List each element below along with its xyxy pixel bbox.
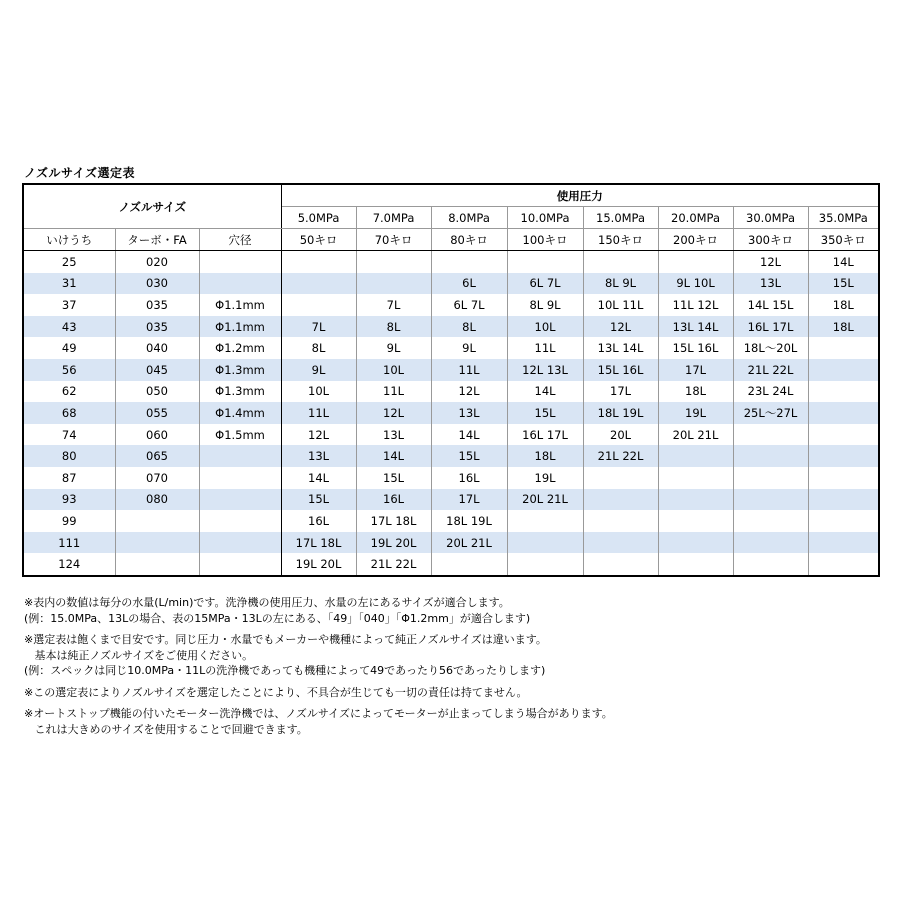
flow-cell: 14L (281, 467, 356, 489)
flow-cell: 9L (281, 359, 356, 381)
kilo-header: 200キロ (658, 229, 733, 251)
ikeuchi-cell: 99 (23, 510, 115, 532)
flow-cell (808, 553, 879, 576)
header-row-kilos (23, 229, 879, 251)
flow-cell: 12L (583, 316, 658, 338)
flow-cell (507, 510, 583, 532)
flow-cell: 13L (431, 402, 507, 424)
turbo-cell: 060 (115, 424, 199, 446)
flow-cell: 20L (583, 424, 658, 446)
hole-cell: Φ1.3mm (199, 381, 281, 403)
flow-cell (658, 553, 733, 576)
flow-cell (431, 251, 507, 273)
flow-cell (583, 489, 658, 511)
flow-cell: 6L (431, 273, 507, 295)
turbo-cell: 045 (115, 359, 199, 381)
flow-cell: 12L (733, 251, 808, 273)
table-row (23, 489, 879, 511)
flow-cell: 13L (281, 445, 356, 467)
flow-cell (658, 467, 733, 489)
flow-cell: 16L 17L (507, 424, 583, 446)
flow-cell: 14L (356, 445, 431, 467)
flow-cell: 6L 7L (507, 273, 583, 295)
ikeuchi-cell: 74 (23, 424, 115, 446)
flow-cell: 14L (507, 381, 583, 403)
turbo-cell (115, 510, 199, 532)
flow-cell (808, 402, 879, 424)
flow-cell (583, 510, 658, 532)
kilo-header: 100キロ (507, 229, 583, 251)
flow-cell (431, 553, 507, 576)
turbo-cell: 040 (115, 337, 199, 359)
flow-cell: 8L (356, 316, 431, 338)
flow-cell: 13L (356, 424, 431, 446)
flow-cell: 10L (281, 381, 356, 403)
flow-cell (356, 273, 431, 295)
flow-cell: 11L (281, 402, 356, 424)
turbo-cell (115, 532, 199, 554)
flow-cell: 10L (507, 316, 583, 338)
flow-cell: 14L (832, 254, 854, 269)
pressure-header: 7.0MPa (356, 207, 431, 229)
note-line: 基本は純正ノズルサイズをご使用ください。 (24, 648, 254, 662)
flow-cell: 18L (507, 445, 583, 467)
flow-cell: 9L 10L (658, 273, 733, 295)
ikeuchi-cell: 93 (23, 489, 115, 511)
table-row (23, 553, 879, 576)
kilo-header: 150キロ (583, 229, 658, 251)
kilo-header: 300キロ (733, 229, 808, 251)
flow-cell (281, 294, 356, 316)
flow-cell (808, 337, 879, 359)
flow-cell: 14L 15L (733, 294, 808, 316)
col-header-turbo: ターボ・FA (115, 229, 199, 251)
flow-cell (808, 359, 879, 381)
flow-cell: 15L (431, 445, 507, 467)
flow-cell: 13L (733, 273, 808, 295)
nozzle-size-group-header: ノズルサイズ (23, 184, 281, 229)
pressure-group-header: 使用圧力 (281, 184, 879, 207)
kilo-header: 70キロ (356, 229, 431, 251)
flow-cell: 6L 7L (431, 294, 507, 316)
flow-cell (808, 489, 879, 511)
flow-cell: 18L (658, 381, 733, 403)
flow-cell (733, 424, 808, 446)
turbo-cell: 035 (115, 316, 199, 338)
flow-cell (733, 489, 808, 511)
ikeuchi-cell: 43 (23, 316, 115, 338)
ikeuchi-cell: 124 (23, 553, 115, 576)
flow-cell (658, 489, 733, 511)
pressure-header: 15.0MPa (583, 207, 658, 229)
table-row (23, 467, 879, 489)
flow-cell: 16L (431, 467, 507, 489)
pressure-header: 20.0MPa (658, 207, 733, 229)
flow-cell: 13L 14L (583, 337, 658, 359)
flow-cell: 19L 20L (281, 553, 356, 576)
ikeuchi-cell: 111 (23, 532, 115, 554)
hole-cell (199, 251, 281, 273)
flow-cell (583, 467, 658, 489)
page-title: ノズルサイズ選定表 (24, 166, 136, 180)
hole-cell (199, 489, 281, 511)
ikeuchi-cell: 49 (23, 337, 115, 359)
note-line: ※オートストップ機能の付いたモーター洗浄機では、ノズルサイズによってモーターが止まってしまう場合があります。 (24, 707, 613, 720)
flow-cell (507, 251, 583, 273)
flow-cell (356, 251, 431, 273)
flow-cell: 15L 16L (583, 359, 658, 381)
flow-cell (583, 553, 658, 576)
flow-cell: 16L (281, 510, 356, 532)
ikeuchi-cell: 56 (23, 359, 115, 381)
col-header-ikeuchi: いけうち (23, 229, 115, 251)
nozzle-size-table (22, 183, 880, 577)
flow-cell: 19L (658, 402, 733, 424)
table-row (23, 251, 879, 273)
flow-cell (733, 553, 808, 576)
hole-cell: Φ1.3mm (199, 359, 281, 381)
flow-cell: 25L～27L (733, 402, 808, 424)
turbo-cell: 035 (115, 294, 199, 316)
flow-cell: 7L (281, 316, 356, 338)
flow-cell (281, 251, 356, 273)
kilo-header: 50キロ (281, 229, 356, 251)
note-line: これは大きめのサイズを使用することで回避できます。 (24, 722, 308, 736)
flow-cell: 11L (356, 381, 431, 403)
flow-cell: 21L 22L (583, 445, 658, 467)
turbo-cell: 030 (115, 273, 199, 295)
flow-cell: 12L (356, 402, 431, 424)
ikeuchi-cell: 25 (23, 251, 115, 273)
flow-cell: 12L (281, 424, 356, 446)
flow-cell: 15L (507, 402, 583, 424)
flow-cell: 11L (507, 337, 583, 359)
col-header-hole: 穴径 (199, 229, 281, 251)
flow-cell: 20L 21L (431, 532, 507, 554)
flow-cell: 14L (431, 424, 507, 446)
flow-cell (658, 251, 733, 273)
table-body (23, 184, 879, 576)
flow-cell: 9L (356, 337, 431, 359)
turbo-cell: 050 (115, 381, 199, 403)
hole-cell: Φ1.4mm (199, 402, 281, 424)
pressure-header: 35.0MPa (808, 207, 879, 229)
flow-cell (658, 445, 733, 467)
ikeuchi-cell: 37 (23, 294, 115, 316)
flow-cell: 9L (431, 337, 507, 359)
hole-cell: Φ1.2mm (199, 337, 281, 359)
hole-cell: Φ1.1mm (199, 316, 281, 338)
flow-cell: 11L 12L (658, 294, 733, 316)
pressure-header: 10.0MPa (507, 207, 583, 229)
flow-cell: 16L 17L (733, 316, 808, 338)
table-row (23, 510, 879, 532)
table-row (23, 424, 879, 446)
flow-cell: 18L 19L (583, 402, 658, 424)
flow-cell: 19L 20L (356, 532, 431, 554)
hole-cell (199, 467, 281, 489)
ikeuchi-cell: 87 (23, 467, 115, 489)
note-line: ※表内の数値は毎分の水量(L/min)です。洗浄機の使用圧力、水量の左にあるサイズが適合します。 (24, 596, 510, 609)
flow-cell: 12L 13L (507, 359, 583, 381)
flow-cell: 8L (431, 316, 507, 338)
flow-cell: 16L (356, 489, 431, 511)
hole-cell (199, 553, 281, 576)
flow-cell: 20L 21L (658, 424, 733, 446)
notes-section (24, 595, 613, 737)
flow-cell: 18L～20L (733, 337, 808, 359)
flow-cell: 12L (431, 381, 507, 403)
flow-cell: 18L 19L (431, 510, 507, 532)
flow-cell (507, 553, 583, 576)
ikeuchi-cell: 80 (23, 445, 115, 467)
flow-cell: 7L (356, 294, 431, 316)
hole-cell (199, 532, 281, 554)
flow-cell: 21L 22L (733, 359, 808, 381)
ikeuchi-cell: 62 (23, 381, 115, 403)
header-row-1 (23, 184, 879, 207)
kilo-header: 80キロ (431, 229, 507, 251)
hole-cell (199, 273, 281, 295)
table-row (23, 445, 879, 467)
flow-cell: 11L (431, 359, 507, 381)
pressure-header: 30.0MPa (733, 207, 808, 229)
ikeuchi-cell: 31 (23, 273, 115, 295)
flow-cell: 13L 14L (658, 316, 733, 338)
flow-cell: 8L 9L (507, 294, 583, 316)
flow-cell: 17L (431, 489, 507, 511)
flow-cell: 23L 24L (733, 381, 808, 403)
table-row (23, 337, 879, 359)
flow-cell (658, 532, 733, 554)
table-row (23, 381, 879, 403)
flow-cell (583, 251, 658, 273)
flow-cell (733, 467, 808, 489)
pressure-header: 8.0MPa (431, 207, 507, 229)
flow-cell: 8L 9L (583, 273, 658, 295)
note-line: ※選定表は飽くまで目安です。同じ圧力・水量でもメーカーや機種によって純正ノズルサイズは違います。 (24, 633, 547, 646)
flow-cell: 19L (507, 467, 583, 489)
flow-cell (808, 424, 879, 446)
table-row (23, 294, 879, 316)
note-line: (例：スペックは同じ10.0MPa・11Lの洗浄機であっても機種によって49であったり56であったりします) (24, 664, 546, 677)
flow-cell (733, 510, 808, 532)
flow-cell: 15L (808, 273, 879, 295)
flow-cell: 8L (281, 337, 356, 359)
flow-cell (808, 510, 879, 532)
flow-cell (808, 467, 879, 489)
flow-cell: 18L (808, 316, 879, 338)
flow-cell: 17L 18L (356, 510, 431, 532)
note-line: (例：15.0MPa、13Lの場合、表の15MPa・13Lの左にある、「49」「040」「Φ1.2mm」が適合します) (24, 611, 531, 625)
flow-cell (507, 532, 583, 554)
turbo-cell: 055 (115, 402, 199, 424)
flow-cell: 17L (658, 359, 733, 381)
table-row (23, 316, 879, 338)
hole-cell (199, 510, 281, 532)
table-row (23, 402, 879, 424)
flow-cell: 15L (356, 467, 431, 489)
pressure-header: 5.0MPa (281, 207, 356, 229)
flow-cell (733, 532, 808, 554)
flow-cell: 17L 18L (281, 532, 356, 554)
hole-cell (199, 445, 281, 467)
flow-cell: 15L 16L (658, 337, 733, 359)
flow-cell: 10L (356, 359, 431, 381)
flow-cell: 21L 22L (356, 553, 431, 576)
kilo-header: 350キロ (808, 229, 879, 251)
turbo-cell (115, 553, 199, 576)
flow-cell: 15L (281, 489, 356, 511)
turbo-cell: 080 (115, 489, 199, 511)
flow-cell (658, 510, 733, 532)
hole-cell: Φ1.5mm (199, 424, 281, 446)
turbo-cell: 065 (115, 445, 199, 467)
flow-cell: 18L (832, 297, 854, 312)
flow-cell: 17L (583, 381, 658, 403)
table-row (23, 532, 879, 554)
flow-cell (281, 273, 356, 295)
note-line: ※この選定表によりノズルサイズを選定したことにより、不具合が生じても一切の責任は持てません。 (24, 685, 528, 699)
flow-cell (583, 532, 658, 554)
table-row (23, 273, 879, 295)
flow-cell (808, 445, 879, 467)
hole-cell: Φ1.1mm (199, 294, 281, 316)
flow-cell: 10L 11L (583, 294, 658, 316)
table-row (23, 359, 879, 381)
flow-cell (808, 532, 879, 554)
flow-cell (808, 381, 879, 403)
flow-cell: 20L 21L (507, 489, 583, 511)
flow-cell (733, 445, 808, 467)
turbo-cell: 070 (115, 467, 199, 489)
turbo-cell: 020 (115, 251, 199, 273)
ikeuchi-cell: 68 (23, 402, 115, 424)
